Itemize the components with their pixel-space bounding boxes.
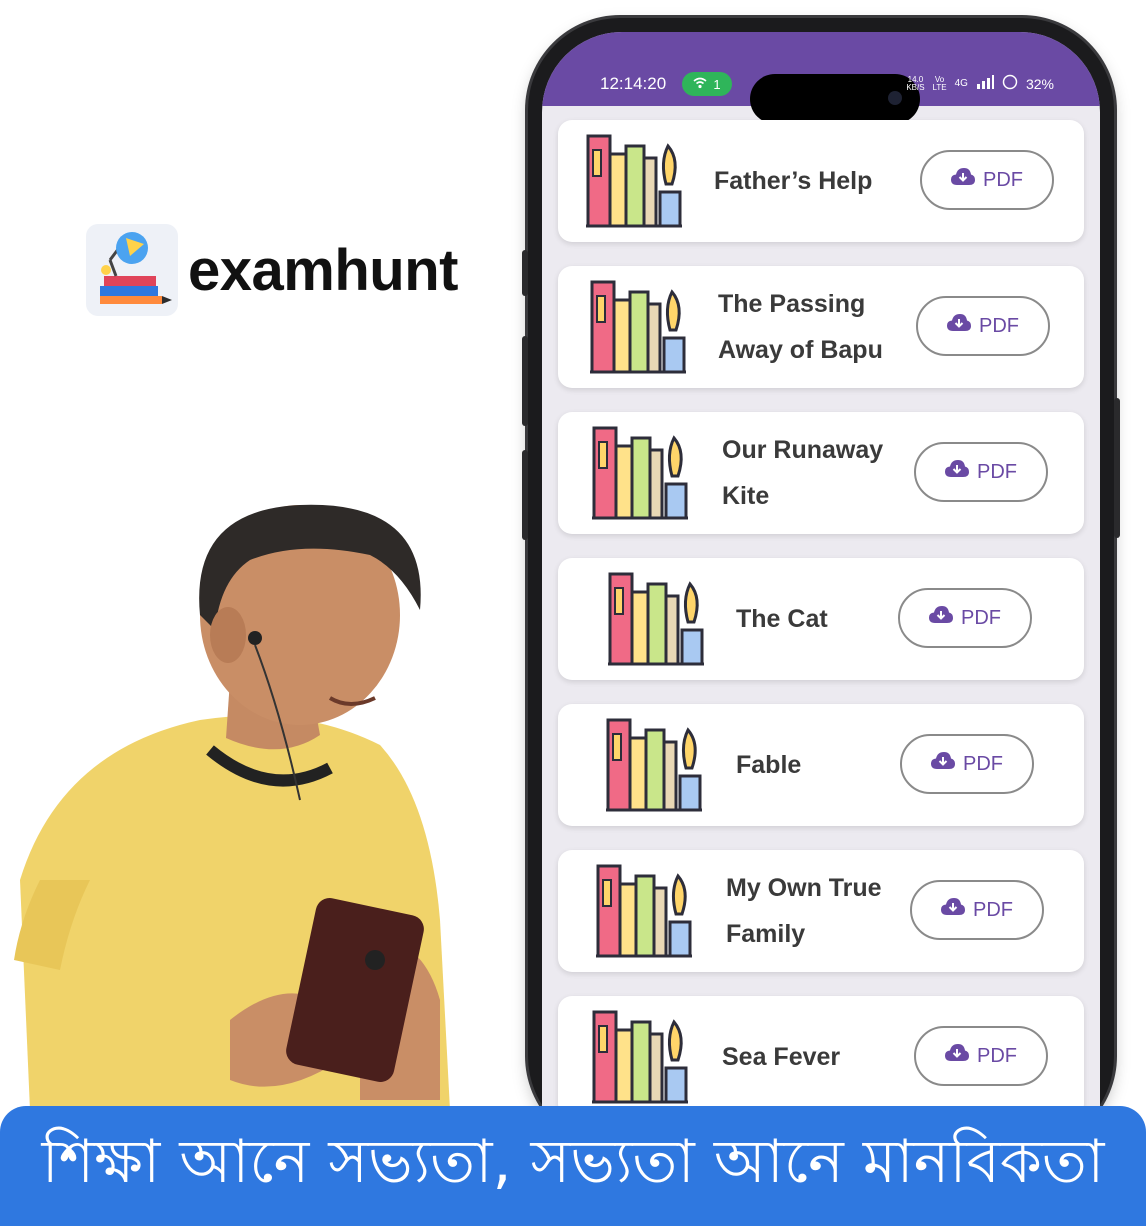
chapter-title: Father’s Help	[714, 167, 873, 195]
cloud-download-icon	[929, 606, 953, 630]
chapter-card[interactable]	[558, 850, 1084, 972]
signal-bars-icon	[976, 75, 994, 92]
chapter-title: The Cat	[736, 605, 828, 633]
volte-icon: Vo LTE	[932, 74, 947, 92]
cloud-download-icon	[945, 460, 969, 484]
chapter-card[interactable]	[558, 558, 1084, 680]
battery-level: 32%	[1025, 75, 1054, 92]
status-icons	[906, 74, 1054, 93]
bookshelf-icon	[606, 570, 706, 668]
dynamic-island	[750, 74, 920, 124]
download-pdf-button[interactable]	[914, 1026, 1048, 1086]
net-speed	[906, 76, 924, 92]
bookshelf-icon	[590, 1008, 690, 1106]
phone-power-button	[1114, 398, 1120, 538]
status-bar	[542, 32, 1100, 106]
chapter-title: The Passing Away of Bapu	[718, 290, 883, 364]
motto-text: শিক্ষা আনে সভ্যতা, সভ্যতা আনে মানবিকতা	[41, 1127, 1105, 1197]
chapter-card[interactable]	[558, 120, 1084, 242]
chapter-title: Sea Fever	[722, 1043, 841, 1071]
phone-screen	[542, 32, 1100, 1152]
hotspot-indicator	[682, 72, 732, 96]
cloud-download-icon	[951, 168, 975, 192]
brand-logo	[86, 224, 458, 316]
student-photo	[0, 500, 470, 1120]
phone-side-button	[522, 250, 528, 296]
bookshelf-icon	[594, 862, 694, 960]
net-speed-unit: KB/S	[906, 82, 925, 92]
pdf-button-label: PDF	[979, 314, 1019, 337]
pdf-button-label: PDF	[983, 168, 1023, 191]
cloud-download-icon	[945, 1044, 969, 1068]
cloud-download-icon	[931, 752, 955, 776]
pdf-button-label: PDF	[963, 752, 1003, 775]
cloud-download-icon	[941, 898, 965, 922]
download-pdf-button[interactable]	[914, 442, 1048, 502]
chapter-title: Our Runaway Kite	[722, 436, 884, 510]
chapter-card[interactable]	[558, 996, 1084, 1118]
front-camera-icon	[888, 91, 902, 105]
brand-name: examhunt	[188, 237, 458, 303]
phone-volume-down-button	[522, 450, 528, 540]
download-pdf-button[interactable]	[900, 734, 1034, 794]
download-pdf-button[interactable]	[920, 150, 1054, 210]
cloud-download-icon	[947, 314, 971, 338]
download-pdf-button[interactable]	[910, 880, 1044, 940]
status-time: 12:14:20	[600, 74, 667, 93]
pdf-button-label: PDF	[977, 460, 1017, 483]
examhunt-logo-icon	[86, 224, 178, 316]
phone-mockup	[528, 18, 1114, 1148]
phone-volume-up-button	[522, 336, 528, 426]
chapter-title: My Own True Family	[726, 874, 882, 948]
wifi-hotspot-icon	[693, 77, 707, 92]
bookshelf-icon	[584, 132, 684, 230]
bookshelf-icon	[590, 424, 690, 522]
motto-banner	[0, 1106, 1146, 1226]
pdf-button-label: PDF	[977, 1044, 1017, 1067]
download-pdf-button[interactable]	[916, 296, 1050, 356]
bookshelf-icon	[604, 716, 704, 814]
battery-icon	[1002, 74, 1018, 93]
download-pdf-button[interactable]	[898, 588, 1032, 648]
bookshelf-icon	[588, 278, 688, 376]
hotspot-count: 1	[713, 76, 721, 92]
pdf-button-label: PDF	[973, 898, 1013, 921]
pdf-button-label: PDF	[961, 606, 1001, 629]
signal-label: 4G	[954, 78, 968, 89]
chapter-title: Fable	[736, 751, 802, 779]
chapter-card[interactable]	[558, 412, 1084, 534]
net-speed-value: 14.0	[907, 74, 924, 84]
chapter-card[interactable]	[558, 704, 1084, 826]
chapter-card[interactable]	[558, 266, 1084, 388]
